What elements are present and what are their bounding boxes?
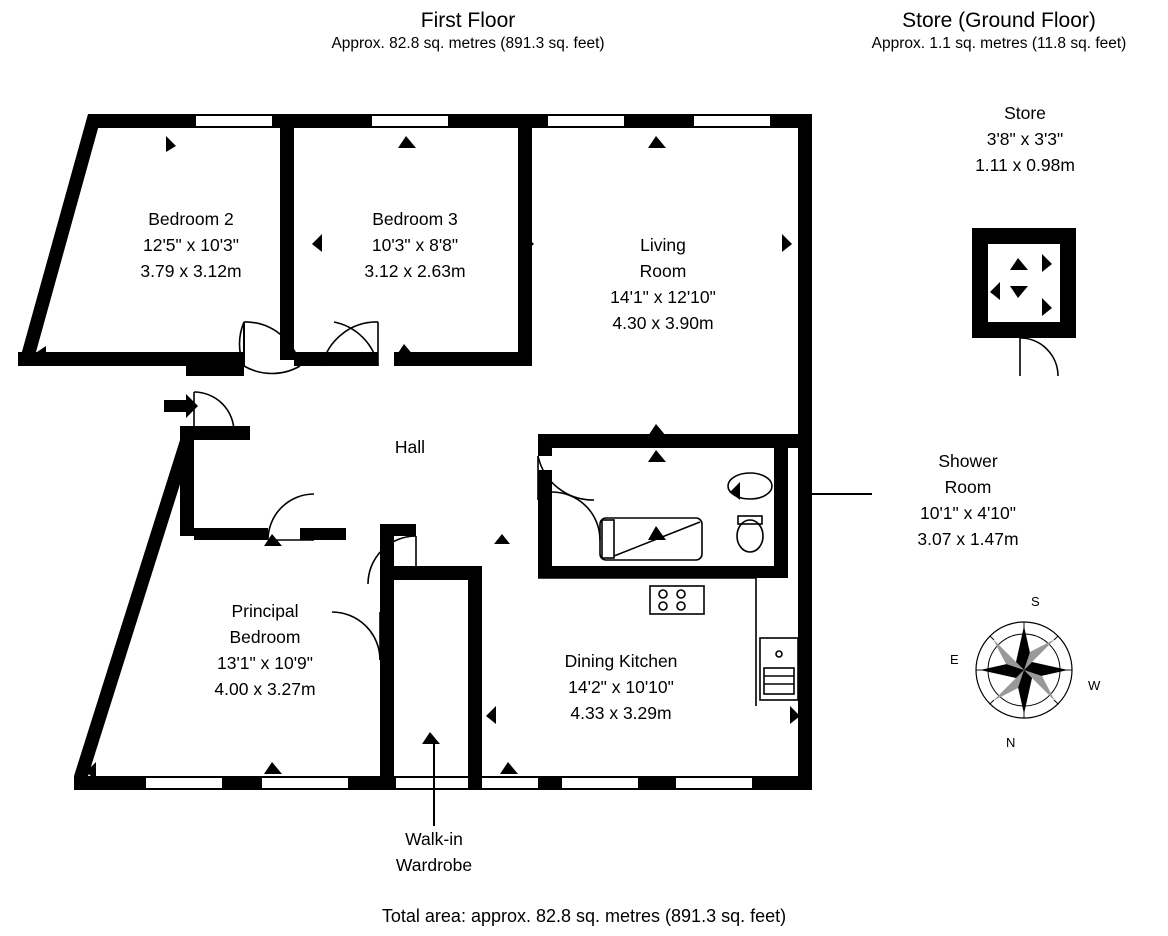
compass-rose bbox=[976, 622, 1072, 718]
first-floor-area: Approx. 82.8 sq. metres (891.3 sq. feet) bbox=[331, 35, 605, 52]
living-room-name-line1: Living bbox=[640, 235, 686, 255]
room-label-walk-in-wardrobe bbox=[344, 826, 524, 878]
living-room-name-line2: Room bbox=[639, 261, 687, 281]
bedroom-3-name: Bedroom 3 bbox=[372, 209, 458, 229]
store-area: Approx. 1.1 sq. metres (11.8 sq. feet) bbox=[871, 35, 1127, 52]
store-imperial: 3'8" x 3'3" bbox=[986, 129, 1064, 149]
store-metric: 1.11 x 0.98m bbox=[975, 155, 1075, 175]
room-label-store bbox=[930, 100, 1120, 178]
room-label-shower-room bbox=[866, 448, 1070, 552]
wardrobe-name-line1: Walk-in bbox=[405, 829, 463, 849]
principal-bedroom-name-line2: Bedroom bbox=[229, 627, 301, 647]
shower-room-imperial: 10'1" x 4'10" bbox=[920, 503, 1016, 523]
room-label-living-room bbox=[568, 232, 758, 336]
room-label-hall bbox=[330, 434, 490, 460]
room-label-bedroom-3 bbox=[320, 206, 510, 284]
principal-bedroom-imperial: 13'1" x 10'9" bbox=[217, 653, 313, 673]
wardrobe-name-line2: Wardrobe bbox=[395, 855, 473, 875]
compass-label-west: W bbox=[1088, 678, 1101, 693]
dining-kitchen-imperial: 14'2" x 10'10" bbox=[568, 677, 674, 697]
bedroom-2-metric: 3.79 x 3.12m bbox=[140, 261, 242, 281]
compass-label-south: S bbox=[1031, 594, 1040, 609]
room-label-dining-kitchen bbox=[526, 648, 716, 726]
bedroom-3-imperial: 10'3" x 8'8" bbox=[371, 235, 459, 255]
store-name: Store bbox=[1004, 103, 1046, 123]
room-label-bedroom-2 bbox=[96, 206, 286, 284]
room-label-principal-bedroom bbox=[170, 598, 360, 702]
store-plan bbox=[972, 228, 1076, 376]
entrance-arrow bbox=[164, 394, 198, 418]
total-area-footer: Total area: approx. 82.8 sq. metres (891.3 sq. feet) bbox=[381, 906, 787, 926]
living-room-metric: 4.30 x 3.90m bbox=[612, 313, 714, 333]
store-title: Store (Ground Floor) bbox=[902, 9, 1096, 32]
bedroom-2-imperial: 12'5" x 10'3" bbox=[143, 235, 239, 255]
principal-bedroom-name-line1: Principal bbox=[231, 601, 299, 621]
bedroom-3-metric: 3.12 x 2.63m bbox=[364, 261, 466, 281]
hall-name: Hall bbox=[394, 437, 426, 457]
compass-label-east: E bbox=[950, 652, 959, 667]
shower-room-metric: 3.07 x 1.47m bbox=[917, 529, 1019, 549]
first-floor-title: First Floor bbox=[420, 9, 516, 32]
dining-kitchen-metric: 4.33 x 3.29m bbox=[570, 703, 672, 723]
living-room-imperial: 14'1" x 12'10" bbox=[610, 287, 716, 307]
dining-kitchen-name: Dining Kitchen bbox=[564, 651, 678, 671]
bedroom-2-name: Bedroom 2 bbox=[148, 209, 234, 229]
compass-label-north: N bbox=[1006, 735, 1016, 750]
shower-room-name-line1: Shower bbox=[938, 451, 998, 471]
principal-bedroom-metric: 4.00 x 3.27m bbox=[214, 679, 316, 699]
shower-room-name-line2: Room bbox=[944, 477, 992, 497]
